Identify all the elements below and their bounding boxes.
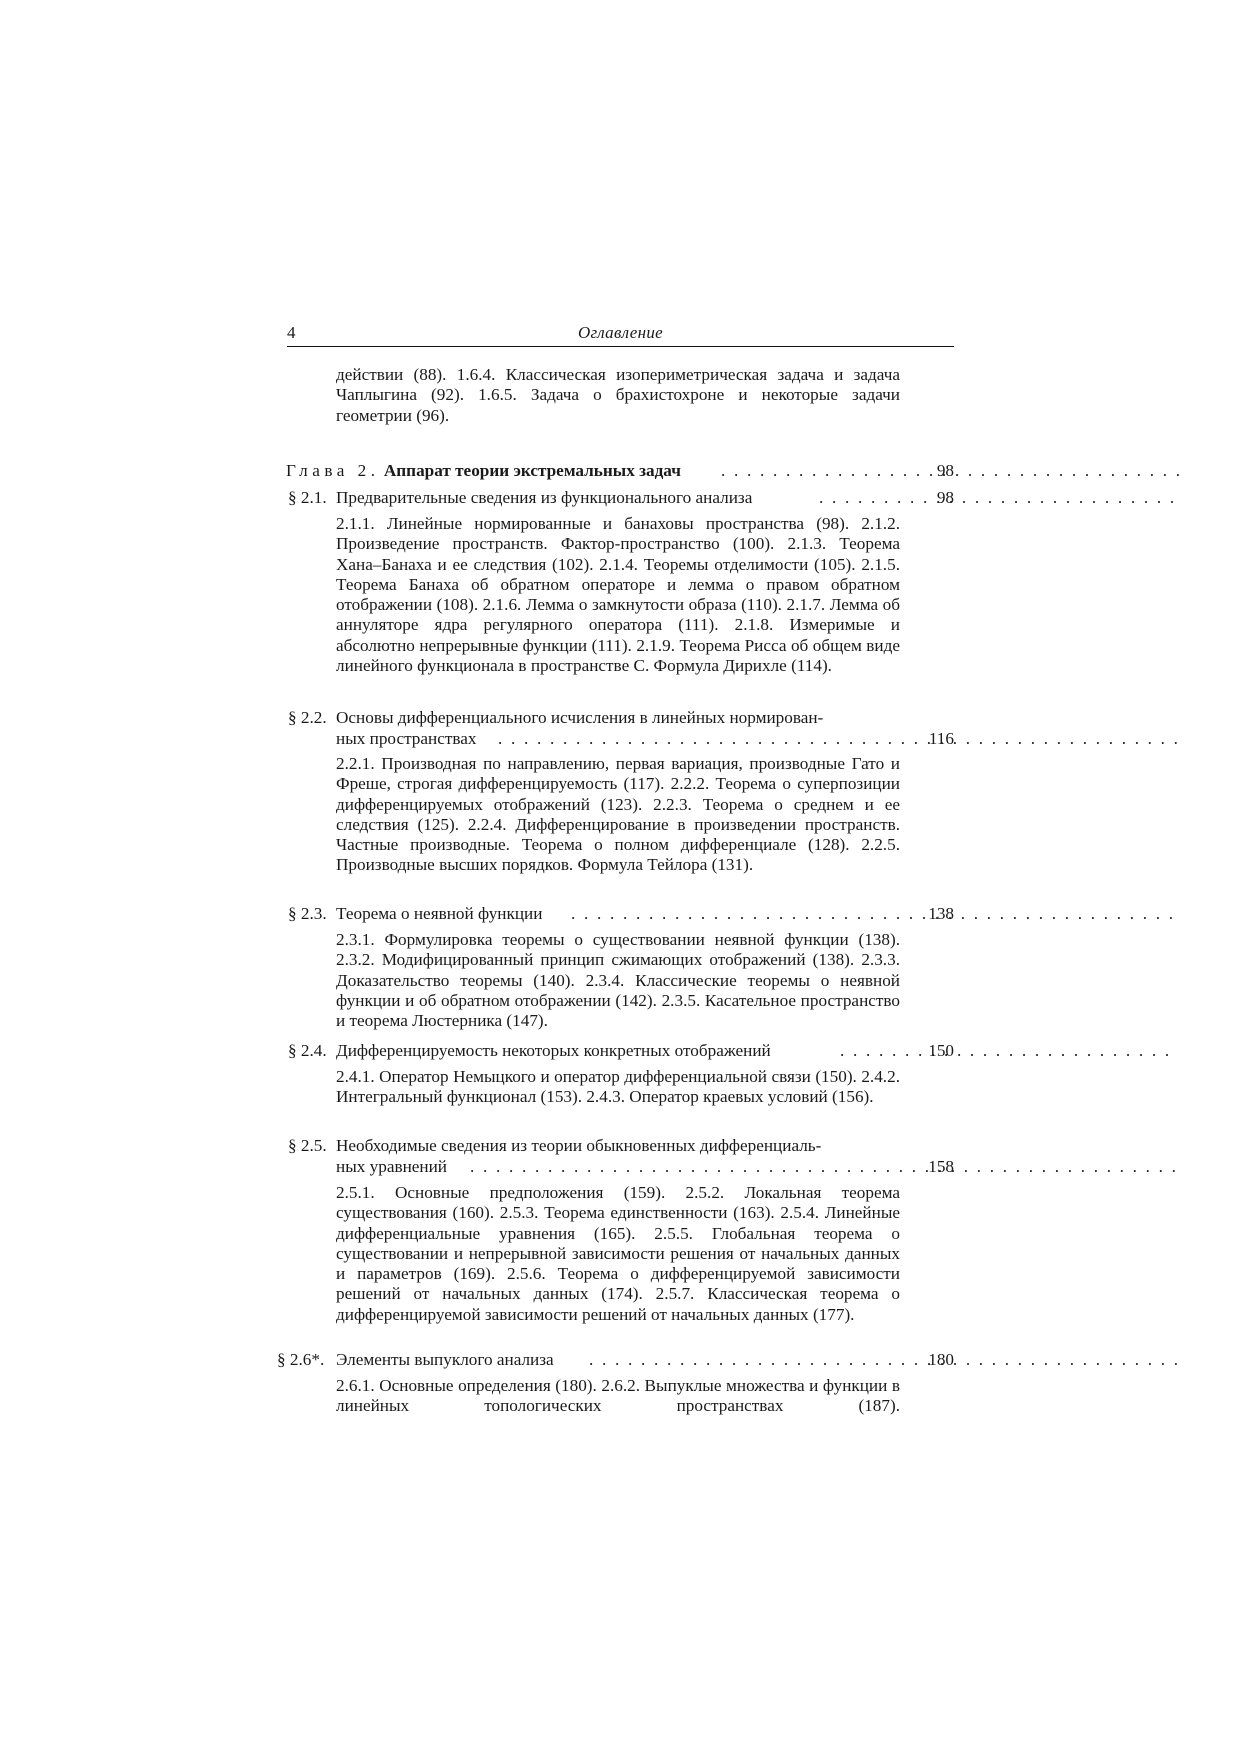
toc-section-2-3	[274, 903, 954, 925]
section-page: 138	[928, 904, 954, 923]
toc-section-2-4	[274, 1040, 954, 1062]
section-page: 158	[928, 1157, 954, 1176]
section-label: § 2.2.	[288, 708, 327, 727]
section-title: Предварительные сведения из функционального анализа	[336, 488, 753, 507]
dot-leader	[571, 903, 1179, 924]
running-title: Оглавление	[577, 323, 664, 342]
section-2-6-subsections: 2.6.1. Основные определения (180). 2.6.2. Выпуклые множества и функции в линейных топологических пространствах (187).	[336, 1376, 900, 1416]
page-number: 4	[287, 323, 296, 342]
section-page: 180	[928, 1350, 954, 1369]
chapter-prefix: Глава 2.	[286, 461, 380, 480]
section-title: Теорема о неявной функции	[336, 904, 543, 923]
toc-section-2-6	[274, 1349, 954, 1371]
dot-leader	[589, 1349, 1179, 1370]
section-label: § 2.1.	[288, 488, 327, 507]
dot-leader	[840, 1040, 1179, 1061]
toc-chapter-2	[274, 460, 954, 482]
section-title-line-2: ных пространствах	[336, 729, 477, 748]
section-label: § 2.6*.	[277, 1350, 325, 1369]
dot-leader	[819, 487, 1179, 508]
chapter-heading	[286, 460, 681, 481]
section-label: § 2.3.	[288, 904, 327, 923]
section-title: Дифференцируемость некоторых конкретных отображений	[336, 1041, 771, 1060]
chapter-title: Аппарат теории экстремальных задач	[383, 461, 681, 480]
section-page: 98	[936, 488, 954, 507]
section-2-4-subsections: 2.4.1. Оператор Немыцкого и оператор дифференциальной связи (150). 2.4.2. Интегральный функционал (153). 2.4.3. Оператор краевых условий (156).	[336, 1067, 900, 1107]
section-title-line-1: Основы дифференциального исчисления в линейных нормирован-	[336, 708, 824, 727]
toc-section-2-2	[274, 707, 954, 749]
continued-text: действии (88). 1.6.4. Классическая изопериметрическая задача и задача Чаплыгина (92). 1.6.5. Задача о брахистохроне и некоторые задачи геометрии (96).	[336, 365, 900, 425]
dot-leader	[498, 728, 1179, 749]
chapter-page: 98	[936, 461, 954, 480]
section-page: 150	[928, 1041, 954, 1060]
section-2-2-subsections: 2.2.1. Производная по направлению, первая вариация, производные Гато и Фреше, строгая дифференцируемость (117). 2.2.2. Теорема о суперпозиции дифференцируемых отображений (123). 2.2.3. Теорема о среднем и ее следствия (125). 2.2.4. Дифференцирование в произведении пространств. Частные производные. Теорема о полном дифференциале (128). 2.2.5. Производные высших порядков. Формула Тейлора (131).	[336, 754, 900, 875]
section-label: § 2.5.	[288, 1136, 327, 1155]
section-2-5-subsections: 2.5.1. Основные предположения (159). 2.5.2. Локальная теорема существования (160). 2.5.3. Теорема единственности (163). 2.5.4. Линейные дифференциальные уравнения (165). 2.5.5. Глобальная теорема о существовании и непрерывной зависимости решения от начальных данных и параметров (169). 2.5.6. Теорема о дифференцируемой зависимости решений от начальных данных (174). 2.5.7. Классическая теорема о дифференцируемой зависимости решений от начальных данных (177).	[336, 1183, 900, 1324]
section-2-3-subsections: 2.3.1. Формулировка теоремы о существовании неявной функции (138). 2.3.2. Модифицированный принцип сжимающих отображений (138). 2.3.3. Доказательство теоремы (140). 2.3.4. Классические теоремы о неявной функции и об обратном отображении (142). 2.3.5. Касательное пространство и теорема Люстерника (147).	[336, 930, 900, 1031]
section-label: § 2.4.	[288, 1041, 327, 1060]
section-title: Элементы выпуклого анализа	[336, 1350, 554, 1369]
toc-section-2-1	[274, 487, 954, 509]
toc-section-2-5	[274, 1135, 954, 1177]
dot-leader	[470, 1156, 1179, 1177]
section-title-line-2: ных уравнений	[336, 1157, 447, 1176]
section-page: 116	[928, 729, 954, 748]
section-title-line-1: Необходимые сведения из теории обыкновенных дифференциаль-	[336, 1136, 822, 1155]
section-2-1-subsections: 2.1.1. Линейные нормированные и банаховы пространства (98). 2.1.2. Произведение пространств. Фактор-пространство (100). 2.1.3. Теорема Хана–Банаха и ее следствия (102). 2.1.4. Теоремы отделимости (105). 2.1.5. Теорема Банаха об обратном операторе и лемма о правом обратном отображении (108). 2.1.6. Лемма о замкнутости образа (110). 2.1.7. Лемма об аннуляторе ядра регулярного оператора (111). 2.1.8. Измеримые и абсолютно непрерывные функции (111). 2.1.9. Теорема Рисса об общем виде линейного функционала в пространстве C. Формула Дирихле (114).	[336, 514, 900, 676]
running-head	[287, 320, 954, 347]
